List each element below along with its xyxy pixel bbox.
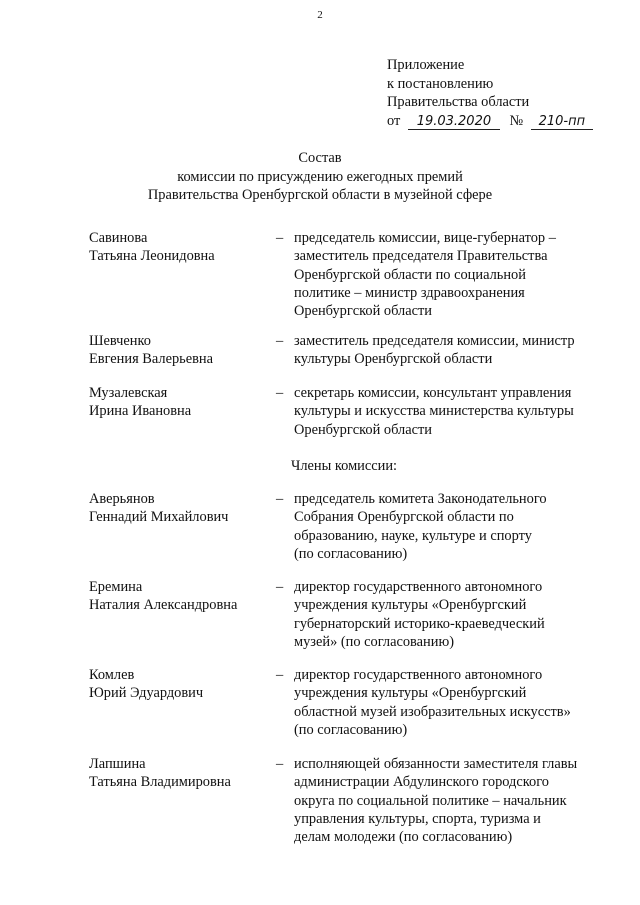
role-line: (по согласованию) bbox=[294, 721, 408, 738]
role-line: округа по социальной политике – начальник bbox=[294, 792, 567, 809]
handwritten-number: 210-пп bbox=[531, 114, 593, 130]
role-line: учреждения культуры «Оренбургский bbox=[294, 597, 527, 614]
role-line: (по согласованию) bbox=[294, 545, 408, 562]
role-line: директор государственного автономного bbox=[294, 579, 543, 595]
member-given-names: Наталия Александровна bbox=[89, 597, 238, 614]
number-label: № bbox=[509, 112, 524, 129]
member-name bbox=[89, 332, 269, 369]
role-line: культуры Оренбургской области bbox=[294, 351, 493, 368]
member-name bbox=[89, 490, 269, 527]
role-line: исполняющей обязанности заместителя главы bbox=[294, 756, 578, 772]
member-surname: Аверьянов bbox=[89, 491, 155, 507]
role-line: председатель комитета Законодательного bbox=[294, 491, 547, 507]
role-line: областной музей изобразительных искусств» bbox=[294, 703, 571, 720]
role-line: заместитель председателя комиссии, министр bbox=[294, 333, 575, 349]
appendix-date-row bbox=[387, 112, 593, 131]
role-line: делам молодежи (по согласованию) bbox=[294, 829, 513, 846]
handwritten-date: 19.03.2020 bbox=[408, 114, 500, 130]
members-heading: Члены комиссии: bbox=[291, 458, 398, 474]
member-given-names: Татьяна Леонидовна bbox=[89, 248, 215, 265]
member-role bbox=[294, 229, 614, 320]
role-line: секретарь комиссии, консультант управления bbox=[294, 385, 572, 401]
role-line: заместитель председателя Правительства bbox=[294, 248, 548, 265]
title-line-3: Правительства Оренбургской области в музейной сфере bbox=[147, 187, 493, 203]
role-line: образованию, науке, культуре и спорту bbox=[294, 527, 532, 544]
title-line-2: комиссии по присуждению ежегодных премий bbox=[177, 168, 463, 185]
role-line: Собрания Оренбургской области по bbox=[294, 509, 514, 526]
member-surname: Музалевская bbox=[89, 385, 168, 401]
role-line: политике – министр здравоохранения bbox=[294, 284, 525, 301]
role-line: директор государственного автономного bbox=[294, 667, 543, 683]
member-surname: Лапшина bbox=[89, 756, 146, 772]
appendix-line-2: к постановлению bbox=[387, 75, 494, 92]
dash: – bbox=[276, 756, 284, 772]
role-line: администрации Абдулинского городского bbox=[294, 774, 549, 791]
member-name bbox=[89, 755, 269, 792]
role-line: председатель комиссии, вице-губернатор – bbox=[294, 230, 556, 246]
member-given-names: Юрий Эдуардович bbox=[89, 685, 204, 702]
member-given-names: Евгения Валерьевна bbox=[89, 351, 214, 368]
page-number: 2 bbox=[317, 9, 323, 21]
dash: – bbox=[276, 667, 284, 683]
member-given-names: Татьяна Владимировна bbox=[89, 774, 231, 791]
role-line: Оренбургской области bbox=[294, 303, 432, 320]
dash: – bbox=[276, 491, 284, 507]
role-line: управления культуры, спорта, туризма и bbox=[294, 810, 541, 827]
role-line: губернаторский историко-краеведческий bbox=[294, 615, 545, 632]
member-given-names: Ирина Ивановна bbox=[89, 403, 192, 420]
appendix-line-3: Правительства области bbox=[387, 94, 530, 110]
role-line: учреждения культуры «Оренбургский bbox=[294, 685, 527, 702]
appendix-block bbox=[387, 56, 593, 130]
document-title bbox=[0, 149, 640, 205]
member-role bbox=[294, 666, 614, 739]
dash: – bbox=[276, 333, 284, 349]
member-name bbox=[89, 229, 269, 266]
dash: – bbox=[276, 385, 284, 401]
title-line-1: Состав bbox=[298, 150, 342, 166]
member-role bbox=[294, 384, 614, 439]
role-line: культуры и искусства министерства культуры bbox=[294, 403, 574, 420]
appendix-line-1: Приложение bbox=[387, 57, 465, 73]
member-role bbox=[294, 755, 614, 846]
member-name bbox=[89, 384, 269, 421]
member-surname: Савинова bbox=[89, 230, 148, 246]
member-given-names: Геннадий Михайлович bbox=[89, 509, 229, 526]
role-line: Оренбургской области по социальной bbox=[294, 266, 526, 283]
member-surname: Комлев bbox=[89, 667, 135, 683]
dash: – bbox=[276, 230, 284, 246]
member-role bbox=[294, 578, 614, 651]
member-name bbox=[89, 578, 269, 615]
dash: – bbox=[276, 579, 284, 595]
member-role bbox=[294, 332, 614, 369]
member-surname: Еремина bbox=[89, 579, 143, 595]
member-surname: Шевченко bbox=[89, 333, 151, 349]
role-line: Оренбургской области bbox=[294, 421, 432, 438]
member-name bbox=[89, 666, 269, 703]
from-label: от bbox=[387, 112, 401, 129]
role-line: музей» (по согласованию) bbox=[294, 633, 454, 650]
member-role bbox=[294, 490, 614, 563]
